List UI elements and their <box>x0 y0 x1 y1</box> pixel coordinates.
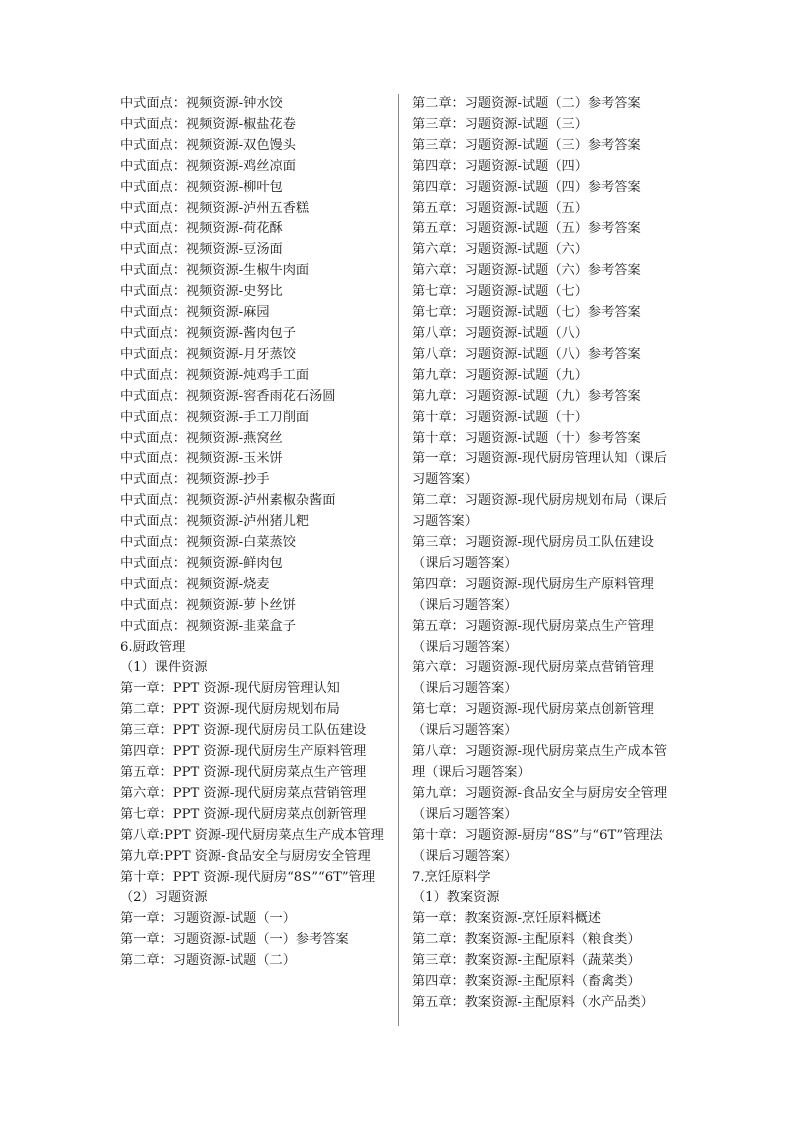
list-item: 中式面点：视频资源-泸州五香糕 <box>120 200 310 216</box>
list-item: 7.烹饪原料学 <box>412 869 491 885</box>
list-item: 第十章：习题资源-厨房“8S”与“6T”管理法（课后习题答案） <box>412 827 663 864</box>
list-item: 第一章：教案资源-烹饪原料概述 <box>412 911 602 927</box>
list-item: 第六章：习题资源-试题（六）参考答案 <box>412 263 641 279</box>
list-item: 第四章：PPT 资源-现代厨房生产原料管理 <box>120 744 367 760</box>
list-item: 中式面点：视频资源-双色馒头 <box>120 137 296 153</box>
list-item: （1）课件资源 <box>120 660 208 676</box>
list-item: 中式面点：视频资源-生椒牛肉面 <box>120 263 310 279</box>
list-item: 第四章：习题资源-试题（四）参考答案 <box>412 179 641 195</box>
list-item: 第三章：PPT 资源-现代厨房员工队伍建设 <box>120 723 367 739</box>
list-item: 中式面点：视频资源-荷花酥 <box>120 221 283 237</box>
list-item: 第三章：教案资源-主配原料（蔬菜类） <box>412 953 641 969</box>
list-item: 第八章:PPT 资源-现代厨房菜点生产成本管理 <box>120 827 384 843</box>
list-item: 第四章：习题资源-现代厨房生产原料管理（课后习题答案） <box>412 576 654 613</box>
list-item: （1）教案资源 <box>412 890 500 906</box>
list-item: 第五章：习题资源-现代厨房菜点生产管理（课后习题答案） <box>412 618 654 655</box>
list-item: 第五章：PPT 资源-现代厨房菜点生产管理 <box>120 765 367 780</box>
list-item: 中式面点：视频资源-抄手 <box>120 472 270 488</box>
list-item: 第七章：习题资源-试题（七） <box>412 284 588 300</box>
list-item: 第六章：习题资源-试题（六） <box>412 242 588 258</box>
list-item: 第二章：习题资源-现代厨房规划布局（课后习题答案） <box>412 493 668 530</box>
list-item: 第二章：教案资源-主配原料（粮食类） <box>412 932 641 948</box>
list-item: 第二章：习题资源-试题（二） <box>120 953 296 969</box>
list-item: 第四章：习题资源-试题（四） <box>412 158 588 174</box>
list-item: 中式面点：视频资源-炖鸡手工面 <box>120 367 310 383</box>
list-item: 中式面点：视频资源-白菜蒸饺 <box>120 535 296 551</box>
list-item: 中式面点：视频资源-泸州素椒杂酱面 <box>120 493 336 509</box>
list-item: 中式面点：视频资源-麻园 <box>120 305 270 321</box>
list-item: 中式面点：视频资源-椒盐花卷 <box>120 116 296 132</box>
list-item: 第一章：PPT 资源-现代厨房管理认知 <box>120 681 340 697</box>
list-item: 第十章：习题资源-试题（十）参考答案 <box>412 430 641 446</box>
list-item: 中式面点：视频资源-烧麦 <box>120 576 270 592</box>
list-item: 第七章：PPT 资源-现代厨房菜点创新管理 <box>120 806 367 822</box>
list-item: 第三章：习题资源-现代厨房员工队伍建设（课后习题答案） <box>412 535 654 571</box>
list-item: （2）习题资源 <box>120 890 208 906</box>
list-item: 第四章：教案资源-主配原料（畜禽类） <box>412 974 641 990</box>
list-item: 中式面点：视频资源-鸡丝凉面 <box>120 158 296 174</box>
list-item: 中式面点：视频资源-豆汤面 <box>120 242 283 258</box>
list-item: 第九章：习题资源-试题（九）参考答案 <box>412 388 641 404</box>
list-item: 第十章：习题资源-试题（十） <box>412 409 588 425</box>
list-item: 第一章：习题资源-试题（一） <box>120 911 296 927</box>
list-item: 中式面点：视频资源-酱肉包子 <box>120 325 296 341</box>
list-item: 中式面点：视频资源-韭菜盒子 <box>120 618 296 634</box>
list-item: 第二章：习题资源-试题（二）参考答案 <box>412 96 641 111</box>
list-item: 中式面点：视频资源-鲜肉包 <box>120 555 283 571</box>
list-item: 第六章：PPT 资源-现代厨房菜点营销管理 <box>120 785 367 801</box>
column-divider <box>398 94 399 1026</box>
list-item: 第八章：习题资源-现代厨房菜点生产成本管理（课后习题答案） <box>412 744 668 780</box>
list-item: 中式面点：视频资源-月牙蒸饺 <box>120 346 296 362</box>
list-item: 第一章：习题资源-试题（一）参考答案 <box>120 932 349 948</box>
list-item: 第六章：习题资源-现代厨房菜点营销管理（课后习题答案） <box>412 660 654 697</box>
list-item: 第七章：习题资源-试题（七）参考答案 <box>412 305 641 321</box>
list-item: 第十章：PPT 资源-现代厨房“8S”“6T”管理 <box>120 869 376 885</box>
list-item: 中式面点：视频资源-燕窝丝 <box>120 430 283 446</box>
left-column <box>120 94 386 972</box>
list-item: 中式面点：视频资源-萝卜丝饼 <box>120 597 296 613</box>
list-item: 第八章：习题资源-试题（八）参考答案 <box>412 346 641 362</box>
list-item: 第五章：习题资源-试题（五） <box>412 200 588 216</box>
list-item: 第九章:PPT 资源-食品安全与厨房安全管理 <box>120 848 371 864</box>
list-item: 第一章：习题资源-现代厨房管理认知（课后习题答案） <box>412 451 668 488</box>
list-item: 第三章：习题资源-试题（三） <box>412 116 588 132</box>
list-item: 第二章：PPT 资源-现代厨房规划布局 <box>120 702 340 718</box>
right-column <box>412 94 678 1014</box>
list-item: 第八章：习题资源-试题（八） <box>412 325 588 341</box>
list-item: 中式面点：视频资源-钟水饺 <box>120 96 283 111</box>
list-item: 第九章：习题资源-食品安全与厨房安全管理（课后习题答案） <box>412 785 668 822</box>
list-item: 中式面点：视频资源-柳叶包 <box>120 179 283 195</box>
list-item: 第五章：教案资源-主配原料（水产品类） <box>412 994 654 1010</box>
list-item: 第三章：习题资源-试题（三）参考答案 <box>412 137 641 153</box>
list-item: 第九章：习题资源-试题（九） <box>412 367 588 383</box>
list-item: 6.厨政管理 <box>120 639 186 655</box>
list-item: 第五章：习题资源-试题（五）参考答案 <box>412 221 641 237</box>
list-item: 中式面点：视频资源-玉米饼 <box>120 451 283 467</box>
list-item: 中式面点：视频资源-史努比 <box>120 284 283 300</box>
list-item: 中式面点：视频资源-泸州猪儿粑 <box>120 514 310 530</box>
list-item: 第七章：习题资源-现代厨房菜点创新管理（课后习题答案） <box>412 702 654 739</box>
list-item: 中式面点：视频资源-手工刀削面 <box>120 409 310 425</box>
list-item: 中式面点：视频资源-窖香雨花石汤圆 <box>120 388 336 404</box>
